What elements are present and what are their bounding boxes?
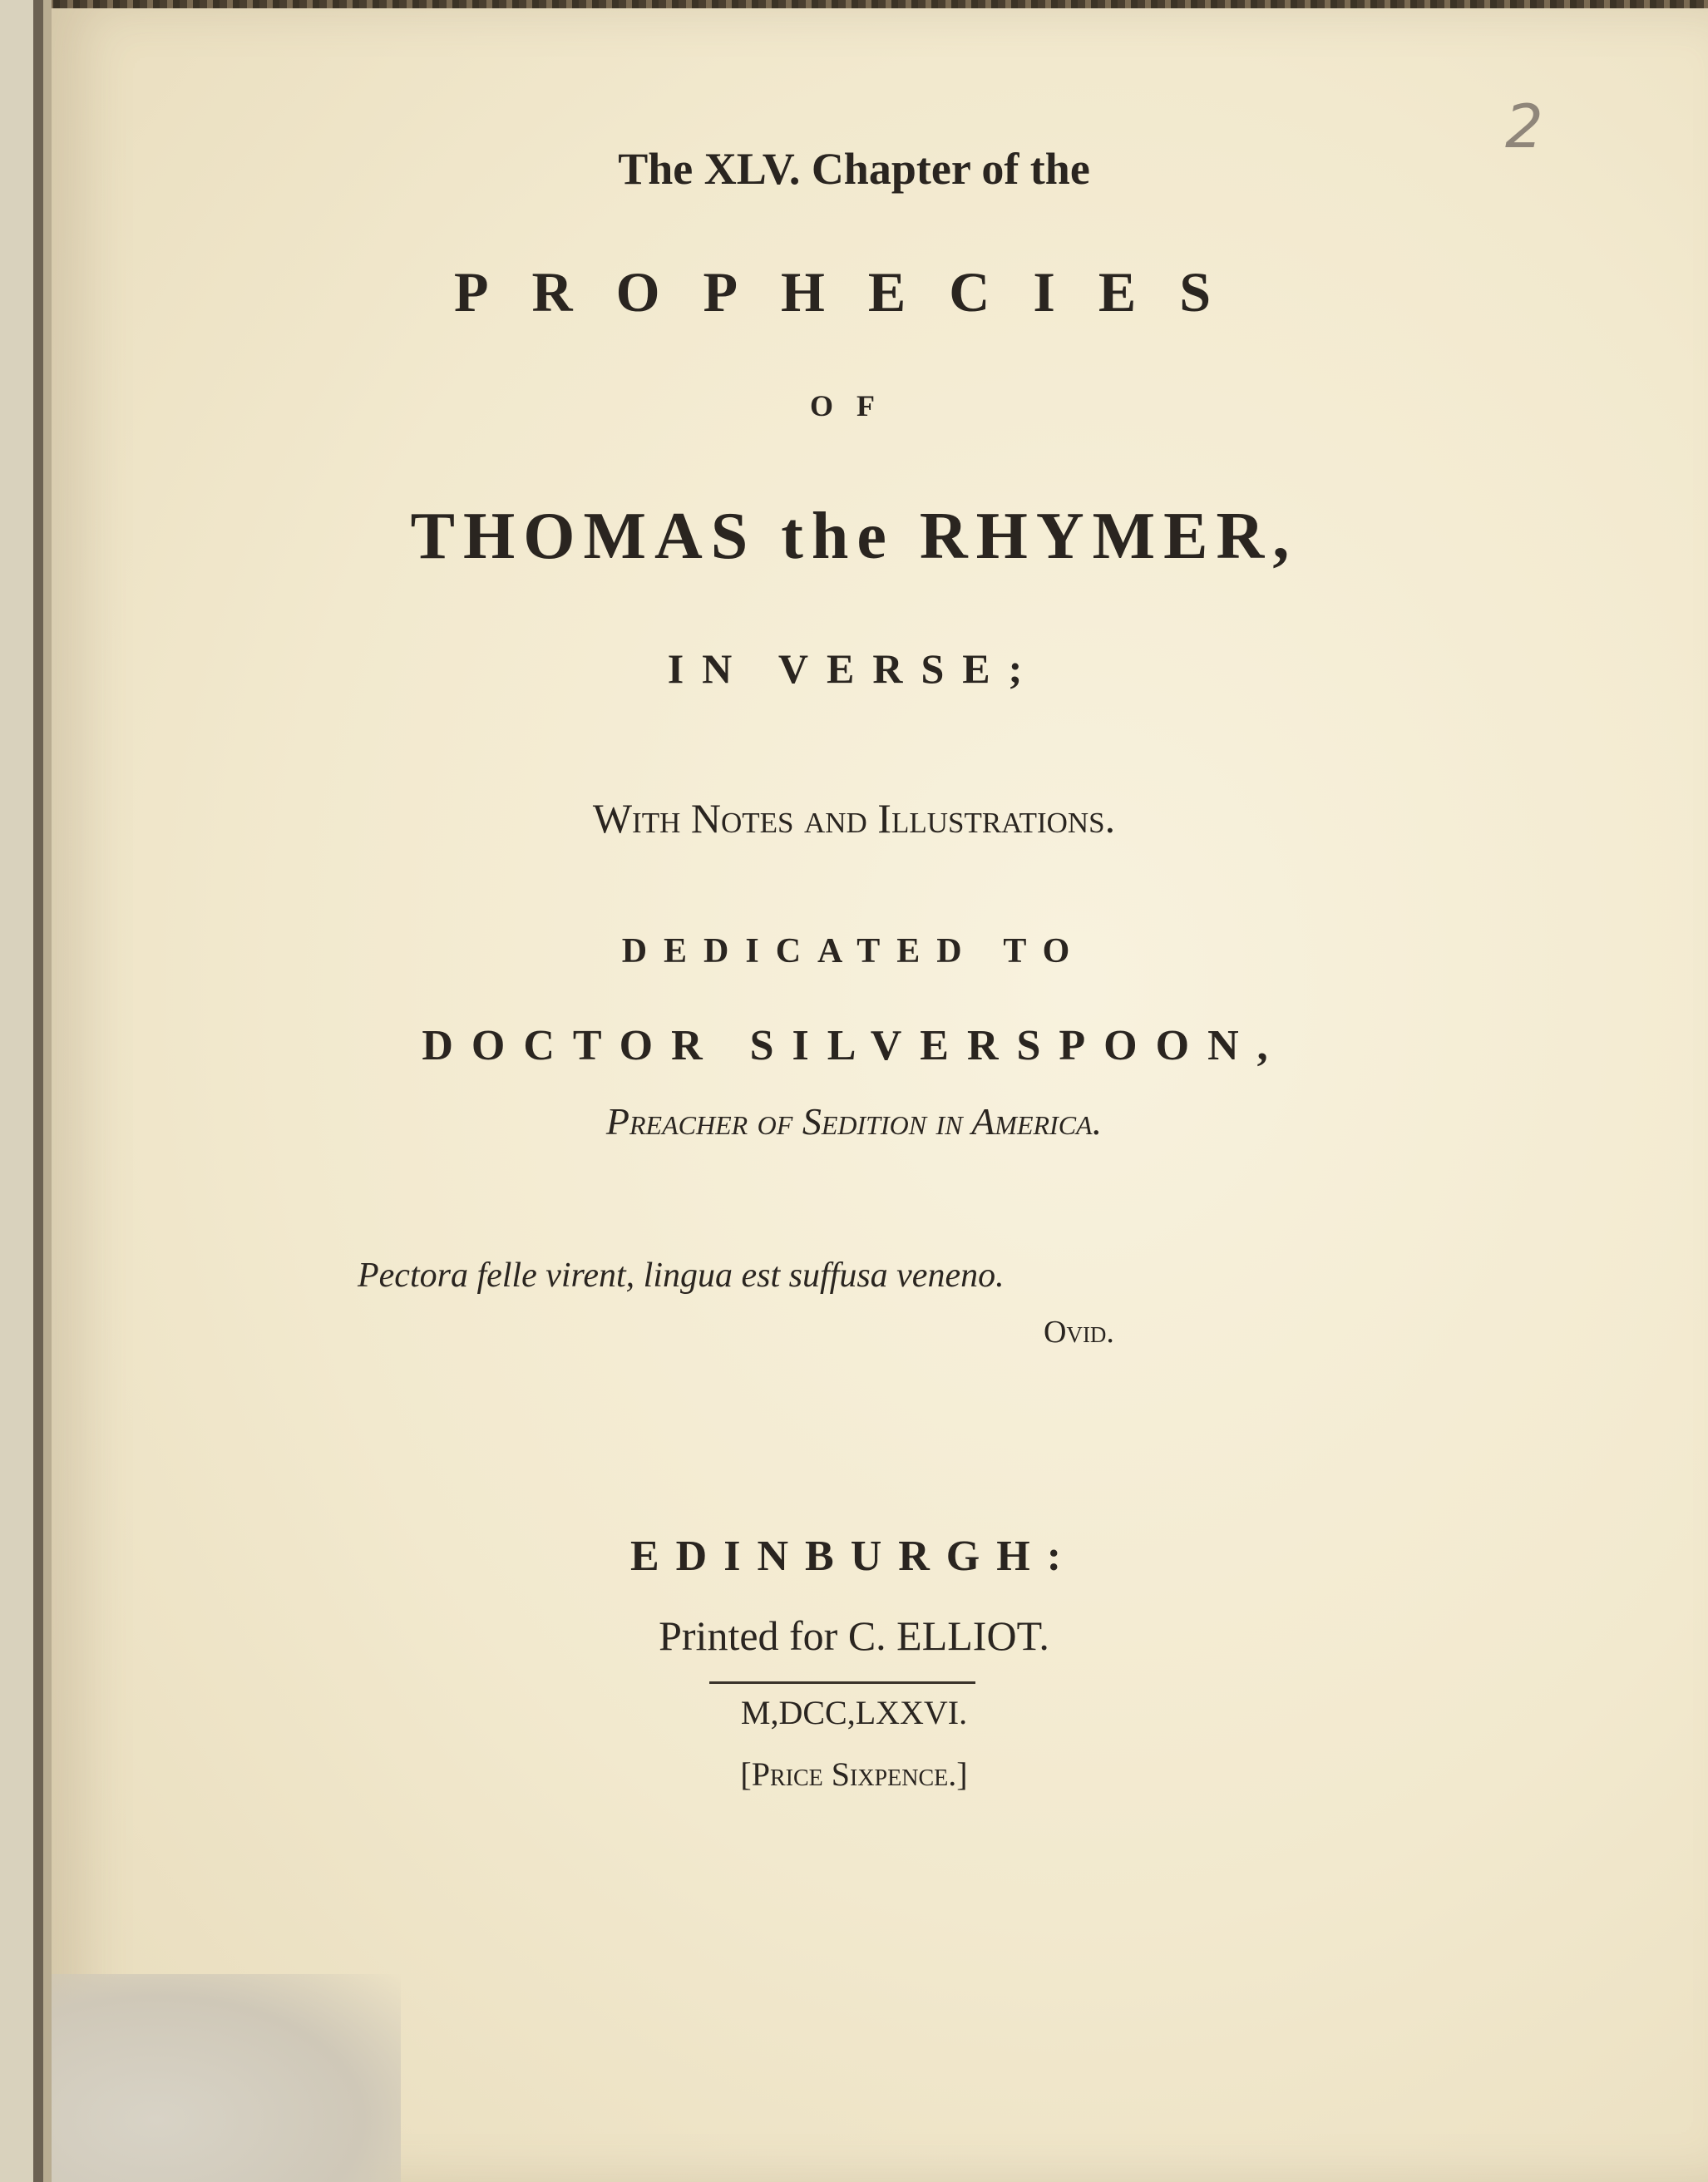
imprint-place: EDINBURGH: xyxy=(629,1533,1079,1580)
title-main: PROPHECIES xyxy=(453,260,1255,323)
imprint-year: M,DCC,LXXVI. xyxy=(740,1694,968,1731)
chapter-line: The XLV. Chapter of the xyxy=(618,144,1090,194)
title-page xyxy=(52,8,1708,2182)
book-cover-edge xyxy=(0,0,52,2182)
imprint-printer: Printed for C. ELLIOT. xyxy=(659,1612,1049,1659)
page-number: 2 xyxy=(1505,91,1543,161)
dedicatee-name: DOCTOR SILVERSPOON, xyxy=(422,1022,1286,1069)
torn-corner xyxy=(52,1974,401,2182)
dedicatee-role: Preacher of Sedition in America. xyxy=(605,1100,1103,1143)
title-of: OF xyxy=(810,389,898,422)
title-subject: THOMAS the RHYMER, xyxy=(410,500,1298,573)
price-line: [Price Sixpence.] xyxy=(740,1755,968,1793)
motto-source: Ovid. xyxy=(1044,1315,1114,1350)
dedication-label: DEDICATED TO xyxy=(621,932,1087,970)
latin-motto: Pectora felle virent, lingua est suffusa veneno. xyxy=(358,1256,1005,1295)
notes-line: With Notes and Illustrations. xyxy=(592,795,1116,842)
imprint-rule xyxy=(709,1681,975,1684)
form-line: IN VERSE; xyxy=(667,645,1041,692)
